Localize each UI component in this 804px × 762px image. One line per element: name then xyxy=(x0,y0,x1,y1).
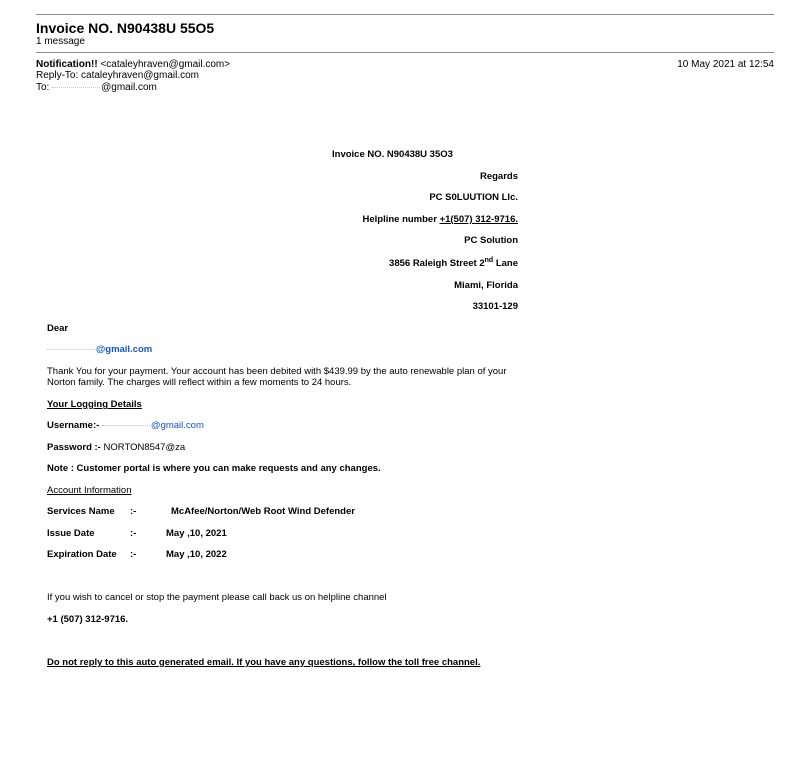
password-label: Password :- xyxy=(47,442,101,453)
services-sep: :- xyxy=(130,506,137,517)
header-rule xyxy=(36,52,774,53)
footer-notice: Do not reply to this auto generated email. If you have any questions, follow the toll free channel. xyxy=(47,657,481,668)
expiry-sep: :- xyxy=(130,549,137,560)
from-email[interactable]: <cataleyhraven@gmail.com> xyxy=(100,59,231,70)
issue-value: May ,10, 2021 xyxy=(166,528,227,539)
address-suffix: Lane xyxy=(493,258,518,270)
helpline-label: Helpline number xyxy=(362,214,440,225)
top-rule xyxy=(36,14,774,15)
password-line xyxy=(47,442,185,453)
from-name: Notification!! xyxy=(36,59,98,70)
issue-label: Issue Date xyxy=(47,528,95,539)
regards-text: Regards xyxy=(479,171,518,182)
helpline-number[interactable]: +1(507) 312-9716. xyxy=(439,214,518,225)
invoice-title: Invoice NO. N90438U 35O3 xyxy=(332,149,453,160)
dear-email[interactable]: @gmail.com xyxy=(96,344,153,355)
email-subject: Invoice NO. N90438U 55O5 xyxy=(36,20,215,36)
message-count: 1 message xyxy=(36,36,85,47)
pc-solution-text: PC Solution xyxy=(464,235,518,246)
cancel-text: If you wish to cancel or stop the payment please call back us on helpline channel xyxy=(47,592,387,603)
redacted-address xyxy=(52,86,100,88)
account-heading: Account Information xyxy=(47,485,132,496)
city-text: Miami, Florida xyxy=(454,280,518,291)
logging-heading: Your Logging Details xyxy=(47,399,142,410)
address-line xyxy=(389,257,518,269)
company-name: PC S0LUUTION Llc. xyxy=(429,192,518,203)
cancel-phone[interactable]: +1 (507) 312-9716. xyxy=(47,614,129,625)
username-label: Username:- xyxy=(47,420,100,431)
to-line xyxy=(36,82,157,94)
to-suffix[interactable]: @gmail.com xyxy=(101,82,157,93)
issue-sep: :- xyxy=(130,528,137,539)
redacted-dear-email xyxy=(47,348,95,350)
email-date: 10 May 2021 at 12:54 xyxy=(677,59,774,70)
username-line xyxy=(47,420,204,431)
expiry-value: May ,10, 2022 xyxy=(166,549,227,560)
address-prefix: 3856 Raleigh Street 2 xyxy=(389,258,485,270)
dear-email-line xyxy=(47,344,152,355)
address-sup: nd xyxy=(484,257,494,264)
expiry-label: Expiration Date xyxy=(47,549,117,560)
services-value: McAfee/Norton/Web Root Wind Defender xyxy=(171,506,355,517)
note-text: Note : Customer portal is where you can make requests and any changes. xyxy=(47,463,381,474)
reply-to-line: Reply-To: cataleyhraven@gmail.com xyxy=(36,70,199,81)
helpline-line xyxy=(362,214,518,225)
zip-text: 33101-129 xyxy=(472,301,518,312)
to-label: To: xyxy=(36,82,50,93)
username-value[interactable]: @gmail.com xyxy=(150,420,204,431)
dear-text: Dear xyxy=(47,323,69,334)
services-label: Services Name xyxy=(47,506,115,517)
payment-paragraph: Thank You for your payment. Your account has been debited with $439.99 by the auto renewable plan of your Norton family. The charges will reflect within a few moments to 24 hours. xyxy=(47,366,507,388)
password-value: NORTON8547@za xyxy=(103,442,186,453)
redacted-username xyxy=(102,424,150,426)
